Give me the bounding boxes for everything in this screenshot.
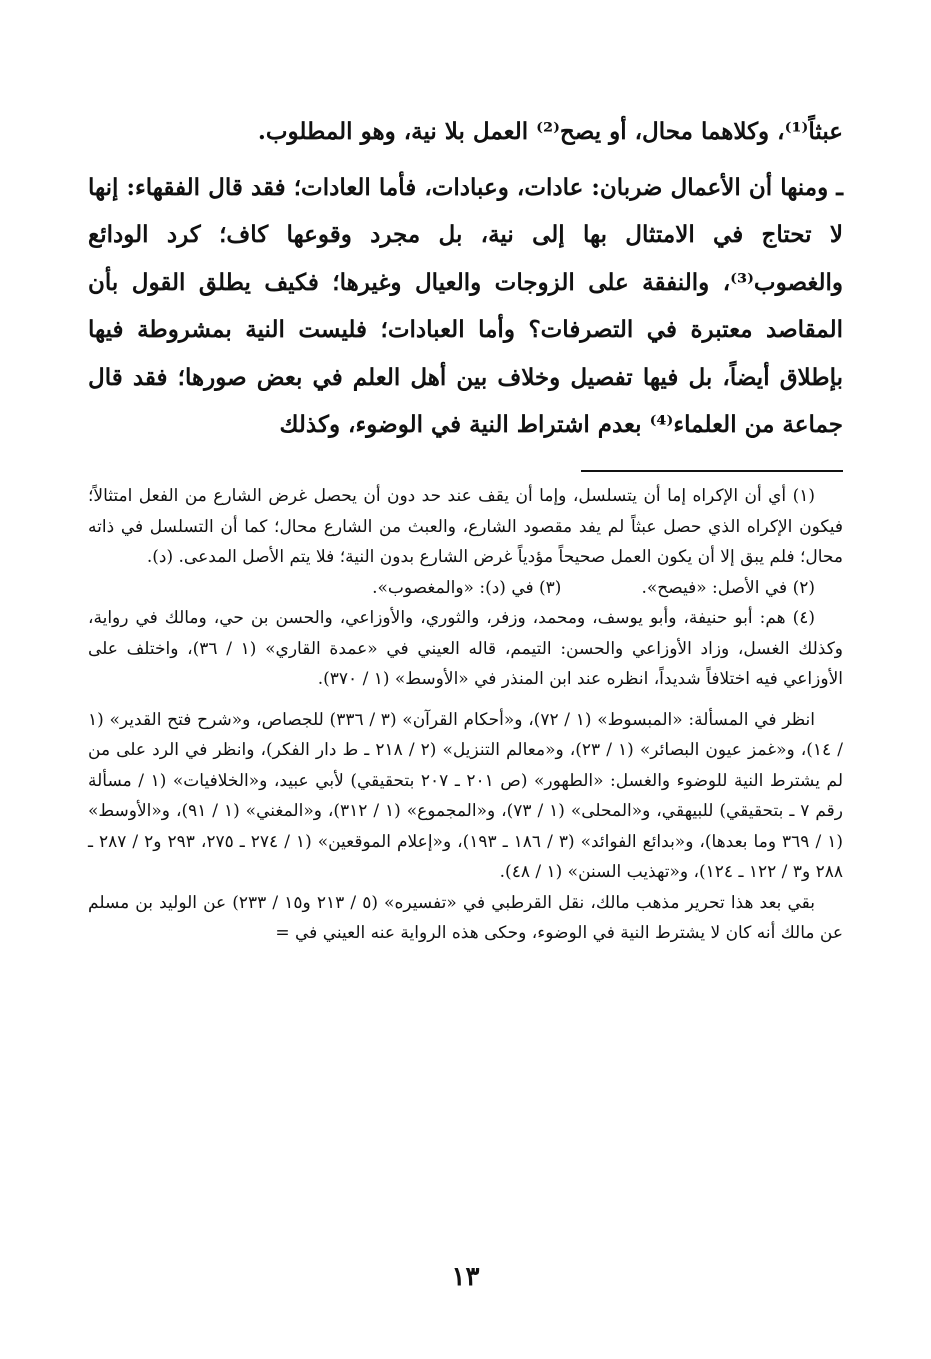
footnotes-section <box>88 481 843 949</box>
footnote-references: انظر في المسألة: «المبسوط» (١ / ٧٢)، و«أحكام القرآن» (٣ / ٣٣٦) للجصاص، و«شرح فتح القدير» (١ / ١٤)، و«غمز عيون البصائر» (١ / ٢٣)، و«معالم التنزيل» (٢ / ٢١٨ ـ ط دار الفكر)، وانظر في الرد على من لم يشترط النية للوضوء والغسل: «الطهور» (ص ٢٠١ ـ ٢٠٧ بتحقيقي) لأبي عبيد، و«الخلافيات» (١ / مسألة رقم ٧ ـ بتحقيقي) للبيهقي، و«المحلى» (١ / ٧٣)، و«المجموع» (١ / ٣١٢)، و«المغني» (١ / ٩١)، و«الأوسط» (١ / ٣٦٩ وما بعدها)، و«بدائع الفوائد» (٣ / ١٨٦ ـ ١٩٣)، و«إعلام الموقعين» (١ / ٢٧٤ ـ ٢٧٥، ٢٩٣ و٢ / ٢٨٧ ـ ٢٨٨ و٣ / ١٢٢ ـ ١٢٤)، و«تهذيب السنن» (١ / ٤٨). <box>88 709 843 882</box>
footnote-3: (٣) في (د): «والمغصوب». <box>372 577 562 598</box>
page-number: ١٣ <box>451 1262 480 1292</box>
footnote-4: (٤) هم: أبو حنيفة، وأبو يوسف، ومحمد، وزفر، والثوري، والأوزاعي، والحسن بن حي، ومالك في رواية، وكذلك الغسل، وزاد الأوزاعي والحسن: التيمم، قاله العيني في «عمدة القاري» (١ / ٣٦)، واختلف على الأوزاعي فيه اختلافاً شديداً، انظره عند ابن المنذر في «الأوسط» (١ / ٣٧٠). <box>88 608 843 689</box>
main-paragraph-2: ـ ومنها أن الأعمال ضربان: عادات، وعبادات، فأما العادات؛ فقد قال الفقهاء: إنها لا تحتاج في الامتثال بها إلى نية، بل مجرد وقوعها كاف؛ كرد الودائع والغصوب⁽³⁾، والنفقة على الزوجات والعيال وغيرها؛ فكيف يطلق القول بأن المقاصد معتبرة في التصرفات؟ وأما العبادات؛ فليست النية بمشروطة فيها بإطلاق أيضاً، بل فيها تفصيل وخلاف بين أهل العلم في بعض صورها؛ فقد قال جماعة من العلماء⁽⁴⁾ بعدم اشتراط النية في الوضوء، وكذلك <box>88 173 843 438</box>
footnote-spacer <box>88 695 843 705</box>
footnote-divider <box>581 470 843 472</box>
main-paragraph-1: عبثاً⁽¹⁾، وكلاهما محال، أو يصح⁽²⁾ العمل بلا نية، وهو المطلوب. <box>257 118 843 145</box>
main-body-text <box>88 108 843 449</box>
footnote-malik-note: بقي بعد هذا تحرير مذهب مالك، نقل القرطبي في «تفسيره» (٥ / ٢١٣ و١٥ / ٢٣٣) عن الوليد بن مسلم عن مالك أنه كان لا يشترط النية في الوضوء، وحكى هذه الرواية عنه العيني في = <box>88 892 843 943</box>
footnote-2-3-line <box>88 573 843 604</box>
footnote-2: (٢) في الأصل: «فيصح». <box>641 577 815 598</box>
footnote-1: (١) أي أن الإكراه إما أن يتسلسل، وإما أن يقف عند حد دون أن يحصل غرض الشارع من الفعل امتثالاً؛ فيكون الإكراه الذي حصل عبثاً لم يفد مقصود الشارع، والعبث من الشارع محال؛ كما أن التسلسل في ذاته محال؛ فلم يبق إلا أن يكون العمل صحيحاً مؤدياً غرض الشارع بدون النية؛ فلا يتم الأصل المدعى. (د). <box>88 486 843 567</box>
